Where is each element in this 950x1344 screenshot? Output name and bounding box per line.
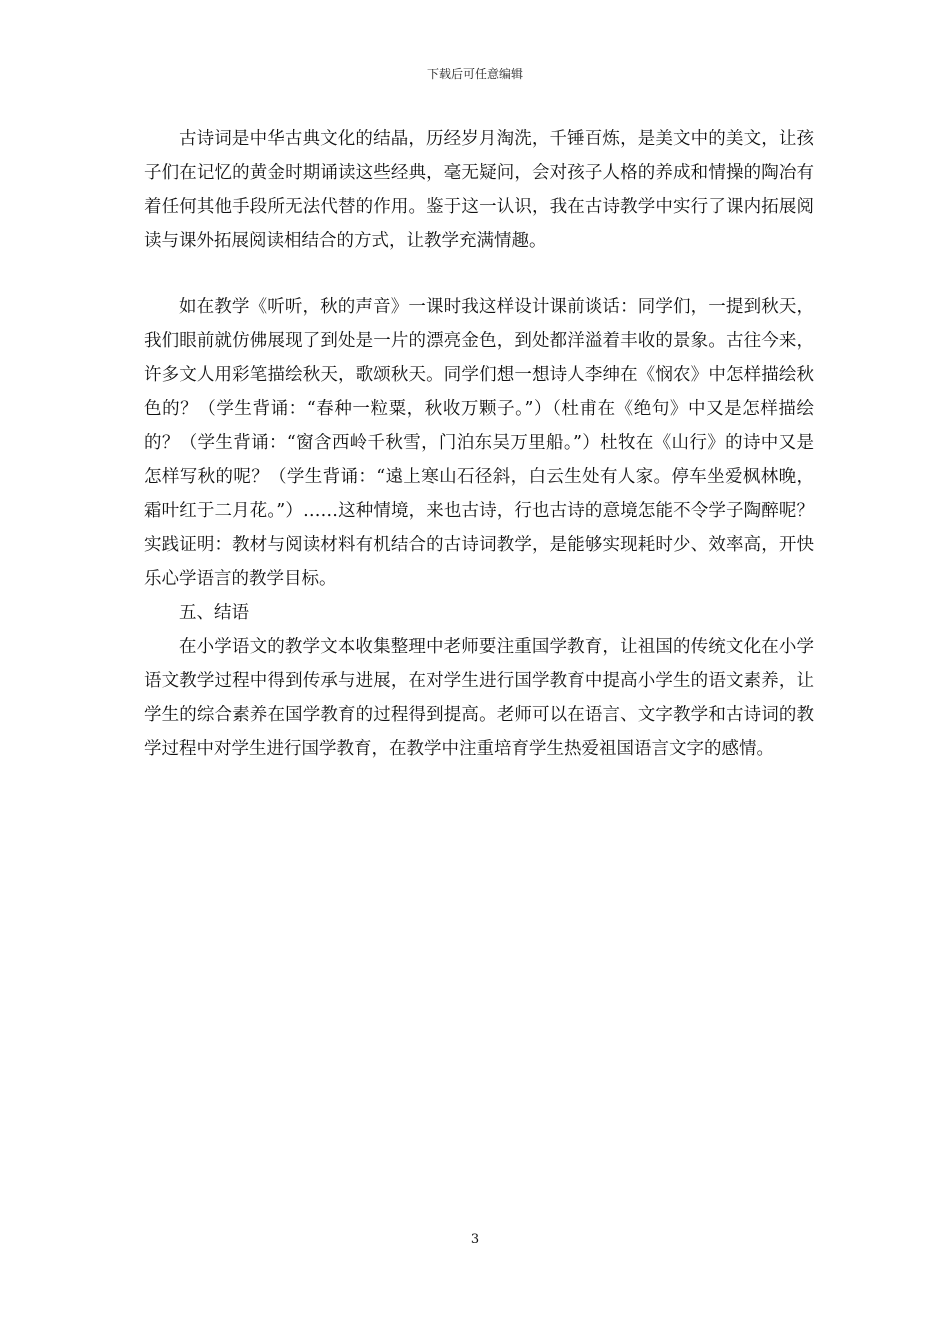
paragraph-spacer: [144, 258, 814, 290]
paragraph-autumn-lesson-example: 如在教学《听听，秋的声音》一课时我这样设计课前谈话：同学们，一提到秋天，我们眼前就仿佛展现了到处是一片的漂亮金色，到处都洋溢着丰收的景象。古往今来，许多文人用彩笔描绘秋天，歌颂秋天。同学们想一想诗人李绅在《悯农》中怎样描绘秋色的？（学生背诵：“春种一粒粟，秋收万颗子。”）（杜甫在《绝句》中又是怎样描绘的？（学生背诵：“窗含西岭千秋雪，门泊东吴万里船。”）杜牧在《山行》的诗中又是怎样写秋的呢？（学生背诵：“遠上寒山石径斜，白云生处有人家。停车坐爱枫林晚，霜叶红于二月花。”）……这种情境，来也古诗，行也古诗的意境怎能不令学子陶醉呢？实践证明：教材与阅读材料有机结合的古诗词教学，是能够实现耗时少、效率高，开快乐心学语言的教学目标。: [144, 297, 814, 589]
section-heading-conclusion: 五、结语: [179, 603, 249, 623]
page-header: 下载后可任意编辑: [426, 67, 523, 81]
page-number: 3: [470, 1232, 480, 1247]
paragraph-conclusion: 在小学语文的教学文本收集整理中老师要注重国学教育，让祖国的传统文化在小学语文教学过程中得到传承与进展，在对学生进行国学教育中提高小学生的语文素养，让学生的综合素养在国学教育的过程得到提高。老师可以在语言、文字教学和古诗词的教学过程中对学生进行国学教育，在教学中注重培育学生热爱祖国语言文字的感情。: [144, 637, 814, 759]
paragraph-ancient-poetry-intro: 古诗词是中华古典文化的结晶，历经岁月淘洗，千锤百炼，是美文中的美文，让孩子们在记忆的黄金时期诵读这些经典，毫无疑问，会对孩子人格的养成和情操的陶冶有着任何其他手段所无法代替的作用。鉴于这一认识，我在古诗教学中实行了课内拓展阅读与课外拓展阅读相结合的方式，让教学充满情趣。: [144, 129, 814, 251]
document-body: [144, 122, 814, 766]
